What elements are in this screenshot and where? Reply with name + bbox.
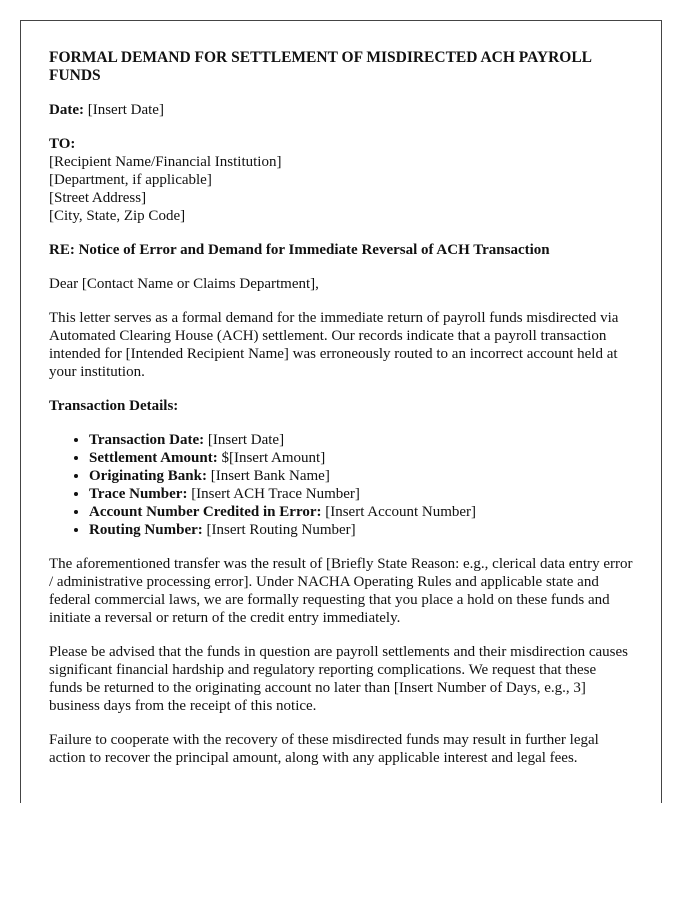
- recipient-city: [City, State, Zip Code]: [49, 208, 186, 224]
- list-item: [89, 521, 633, 539]
- reason-paragraph: The aforementioned transfer was the result of [Briefly State Reason: e.g., clerical data entry error / administrative processing error]. Under NACHA Operating Rules and applicable state and federal commercial laws, we are formally requesting that you place a hold on these funds and initiate a reversal or return of the credit entry immediately.: [49, 556, 633, 626]
- detail-value: $[Insert Amount]: [217, 450, 326, 466]
- list-item: [89, 467, 633, 485]
- to-label: TO:: [49, 136, 76, 152]
- deadline-paragraph: Please be advised that the funds in question are payroll settlements and their misdirection causes significant financial hardship and regulatory reporting complications. We request that these funds be returned to the originating account no later than [Insert Number of Days, e.g., 3] business days from the receipt of this notice.: [49, 644, 629, 714]
- recipient-block: [49, 135, 633, 225]
- letter-page: [20, 20, 662, 803]
- subject-line: [49, 241, 633, 259]
- list-item: [89, 431, 633, 449]
- recipient-department: [Department, if applicable]: [49, 172, 212, 188]
- date-line: [49, 101, 633, 119]
- salutation: Dear [Contact Name or Claims Department],: [49, 276, 319, 292]
- detail-value: [Insert Account Number]: [321, 504, 477, 520]
- detail-label: Originating Bank:: [89, 468, 207, 484]
- detail-label: Transaction Date:: [89, 432, 205, 448]
- details-heading-text: Transaction Details:: [49, 398, 179, 414]
- intro-paragraph: This letter serves as a formal demand for the immediate return of payroll funds misdirected via Automated Clearing House (ACH) settlement. Our records indicate that a payroll transaction intended for [Intended Recipient Name] was erroneously routed to an incorrect account held at your institution.: [49, 310, 619, 380]
- list-item: [89, 485, 633, 503]
- details-heading: [49, 397, 633, 415]
- detail-label: Routing Number:: [89, 522, 203, 538]
- recipient-street: [Street Address]: [49, 190, 147, 206]
- detail-value: [Insert Date]: [204, 432, 285, 448]
- letter-title: FORMAL DEMAND FOR SETTLEMENT OF MISDIRECTED ACH PAYROLL FUNDS: [49, 49, 592, 84]
- detail-label: Settlement Amount:: [89, 450, 218, 466]
- warning-paragraph: Failure to cooperate with the recovery of these misdirected funds may result in further legal action to recover the principal amount, along with any applicable interest and legal fees.: [49, 732, 599, 766]
- detail-label: Trace Number:: [89, 486, 188, 502]
- detail-value: [Insert Routing Number]: [202, 522, 356, 538]
- transaction-details-list: [49, 431, 633, 539]
- detail-label: Account Number Credited in Error:: [89, 504, 322, 520]
- subject-text: RE: Notice of Error and Demand for Immediate Reversal of ACH Transaction: [49, 242, 550, 258]
- detail-value: [Insert Bank Name]: [206, 468, 330, 484]
- date-value: [Insert Date]: [83, 102, 164, 118]
- recipient-name: [Recipient Name/Financial Institution]: [49, 154, 282, 170]
- detail-value: [Insert ACH Trace Number]: [187, 486, 360, 502]
- date-label: Date:: [49, 102, 84, 118]
- list-item: [89, 449, 633, 467]
- list-item: [89, 503, 633, 521]
